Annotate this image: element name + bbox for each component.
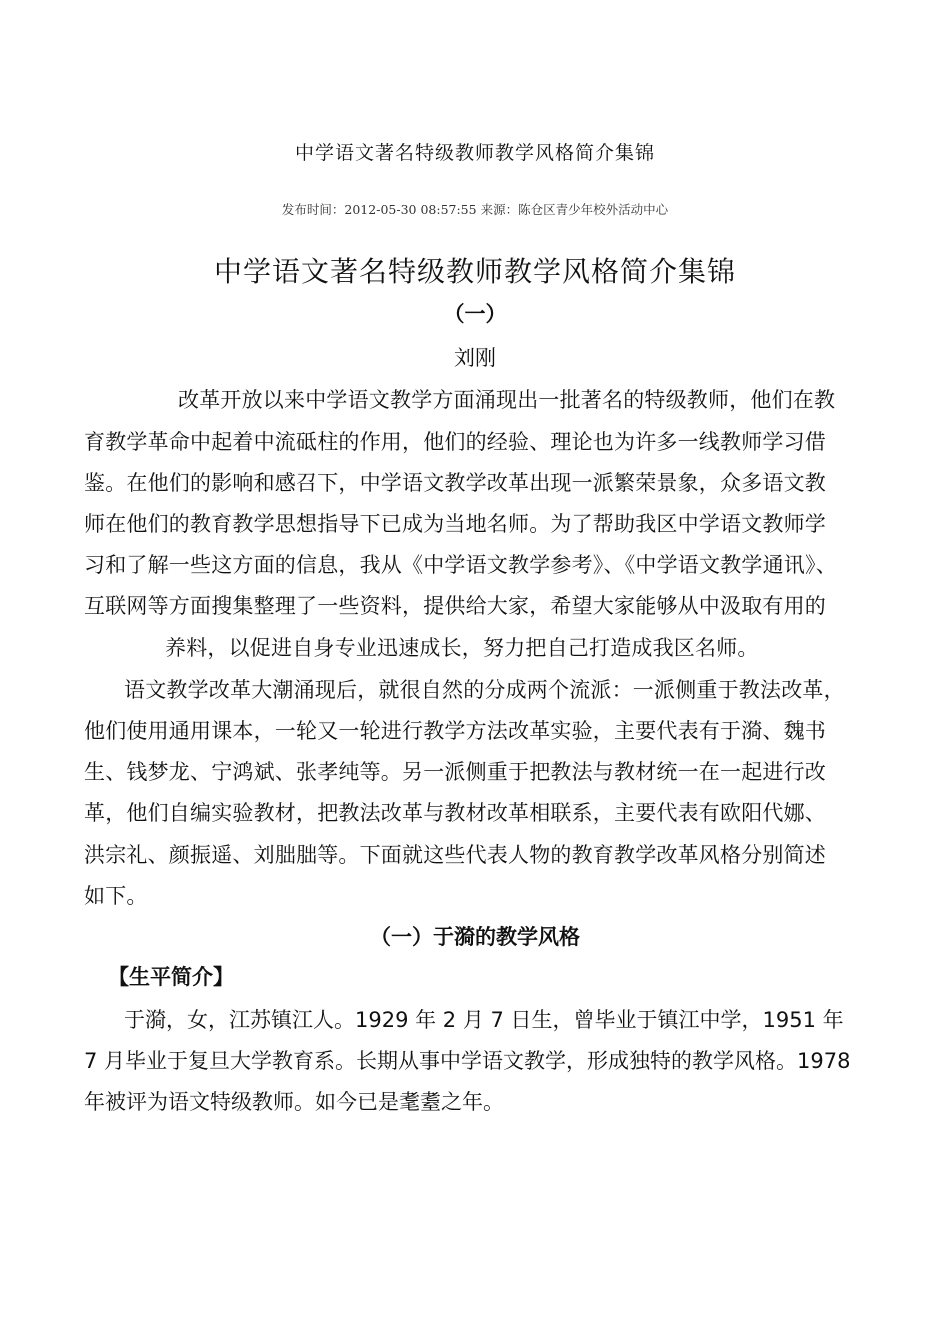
publish-meta: 发布时间：2012-05-30 08:57:55 来源：陈仓区青少年校外活动中心 [281,202,669,217]
intro-line: 育教学革命中起着中流砥柱的作用，他们的经验、理论也为许多一线教师学习借 [84,430,826,454]
intro-line: 习和了解一些这方面的信息，我从《中学语文教学参考》、《中学语文教学通讯》、 [84,553,837,577]
part-label: （一） [443,302,507,326]
intro-line: 改革开放以来中学语文教学方面涌现出一批著名的特级教师，他们在教 [178,388,836,412]
intro-line: 互联网等方面搜集整理了一些资料，提供给大家，希望大家能够从中汲取有用的 [84,594,826,618]
bio-heading: 【生平简介】 [108,965,234,989]
schools-line: 洪宗礼、颜振遥、刘朏朏等。下面就这些代表人物的教育教学改革风格分别简述 [84,843,826,867]
schools-line: 他们使用通用课本，一轮又一轮进行教学方法改革实验，主要代表有于漪、魏书 [84,719,826,743]
bio-line: 年被评为语文特级教师。如今已是耄耋之年。 [84,1090,504,1114]
schools-line: 革，他们自编实验教材，把教法改革与教材改革相联系，主要代表有欧阳代娜、 [84,801,826,825]
schools-line: 语文教学改革大潮涌现后，就很自然的分成两个流派：一派侧重于教法改革， [124,678,845,702]
schools-line: 生、钱梦龙、宁鸿斌、张孝纯等。另一派侧重于把教法与教材统一在一起进行改 [84,760,826,784]
section-heading: （一）于漪的教学风格 [370,925,580,949]
bio-line: 7 月毕业于复旦大学教育系。长期从事中学语文教学，形成独特的教学风格。1978 [84,1049,851,1073]
author-name: 刘刚 [454,346,496,370]
bio-line: 于漪，女，江苏镇江人。1929 年 2 月 7 日生，曾毕业于镇江中学，1951 年 [124,1008,844,1032]
page-header-title: 中学语文著名特级教师教学风格简介集锦 [294,142,655,164]
schools-line: 如下。 [84,884,148,908]
main-title: 中学语文著名特级教师教学风格简介集锦 [213,255,736,288]
intro-line: 养料，以促进自身专业迅速成长，努力把自己打造成我区名师。 [165,636,759,660]
intro-line: 师在他们的教育教学思想指导下已成为当地名师。为了帮助我区中学语文教师学 [84,512,826,536]
intro-line: 鉴。在他们的影响和感召下，中学语文教学改革出现一派繁荣景象，众多语文教 [84,471,826,495]
